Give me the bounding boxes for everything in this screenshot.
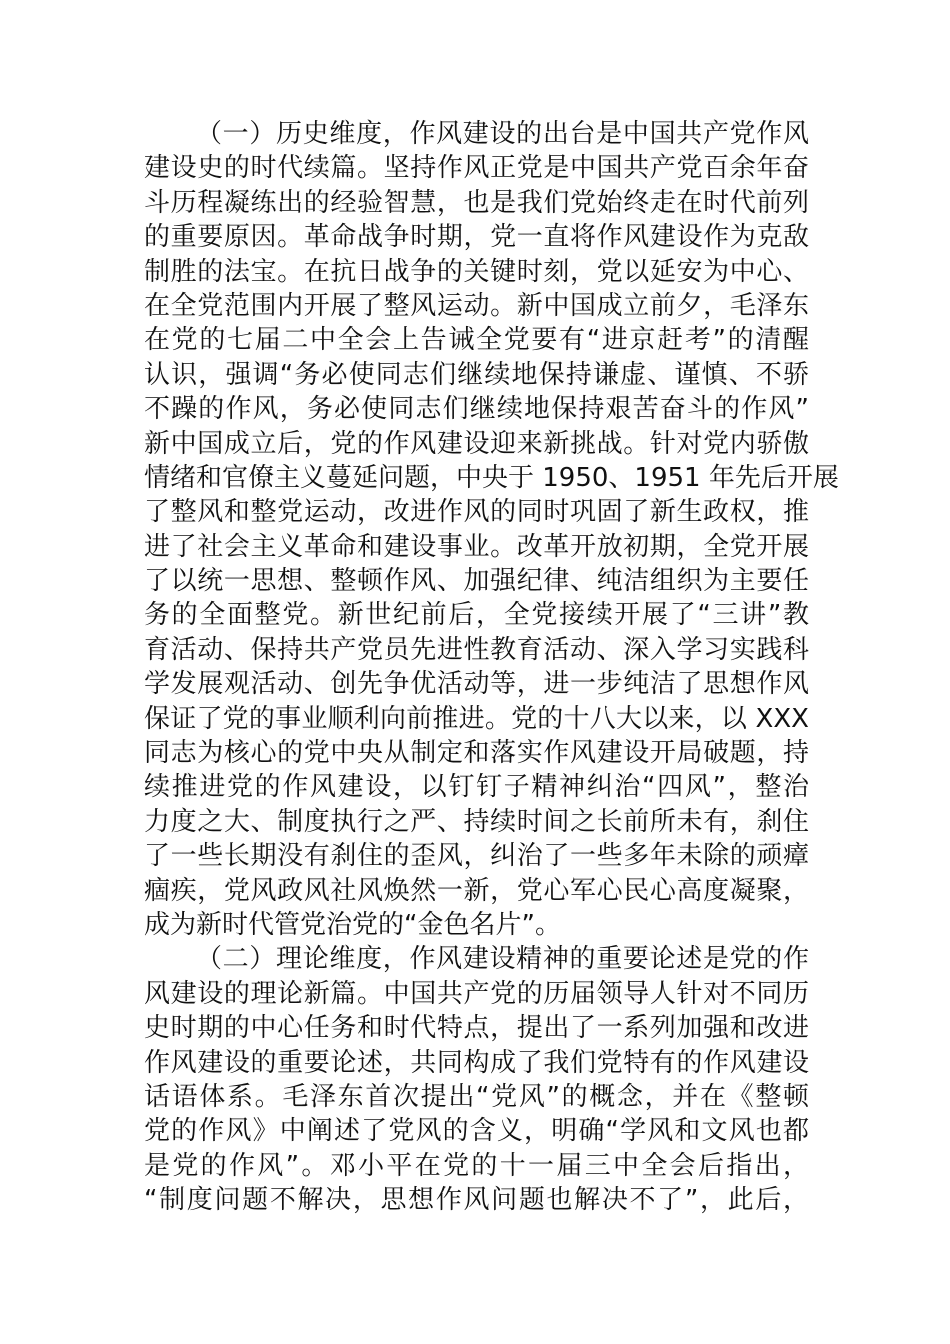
text-line: （一）历史维度，作风建设的出台是中国共产党作风	[196, 119, 809, 149]
text-line: 了一些长期没有刹住的歪风，纠治了一些多年未除的顽瘴	[144, 841, 809, 872]
text-line: 育活动、保持共产党员先进性教育活动、深入学习实践科	[144, 634, 809, 665]
text-line: 斗历程凝练出的经验智慧，也是我们党始终走在时代前列	[144, 187, 809, 218]
text-line: 新中国成立后，党的作风建设迎来新挑战。针对党内骄傲	[144, 428, 809, 459]
text-line: 进了社会主义革命和建设事业。改革开放初期，全党开展	[144, 531, 809, 562]
text-line: 史时期的中心任务和时代特点，提出了一系列加强和改进	[144, 1013, 809, 1044]
text-line: 成为新时代管党治党的“金色名片”。	[144, 909, 561, 940]
text-line: 在党的七届二中全会上告诫全党要有“进京赶考”的清醒	[144, 325, 809, 356]
body-text	[144, 117, 839, 1218]
text-line: 了整风和整党运动，改进作风的同时巩固了新生政权，推	[144, 497, 809, 528]
text-line: 了以统一思想、整顿作风、加强纪律、纯洁组织为主要任	[144, 566, 809, 597]
text-line: 的重要原因。革命战争时期，党一直将作风建设作为克敌	[144, 222, 809, 253]
text-line: 同志为核心的党中央从制定和落实作风建设开局破题，持	[144, 738, 809, 769]
text-line: 在全党范围内开展了整风运动。新中国成立前夕，毛泽东	[144, 290, 809, 321]
text-line: 保证了党的事业顺利向前推进。党的十八大以来，以 XXX	[144, 703, 809, 734]
paragraph-history	[144, 117, 839, 942]
text-line: 制胜的法宝。在抗日战争的关键时刻，党以延安为中心、	[144, 256, 809, 287]
paragraph-theory	[144, 942, 809, 1217]
text-line: 风建设的理论新篇。中国共产党的历届领导人针对不同历	[144, 978, 809, 1009]
text-line: 学发展观活动、创先争优活动等，进一步纯洁了思想作风	[144, 669, 809, 700]
text-line: 务的全面整党。新世纪前后，全党接续开展了“三讲”教	[144, 600, 809, 631]
text-line: （二）理论维度，作风建设精神的重要论述是党的作	[196, 944, 809, 975]
text-line: 续推进党的作风建设，以钉钉子精神纠治“四风”，整治	[144, 772, 809, 803]
text-line: 是党的作风”。邓小平在党的十一届三中全会后指出，	[144, 1150, 809, 1181]
text-line: 认识，强调“务必使同志们继续地保持谦虚、谨慎、不骄	[144, 359, 809, 390]
text-line: 情绪和官僚主义蔓延问题，中央于 1950、1951 年先后开展	[144, 462, 839, 493]
text-line: 不躁的作风，务必使同志们继续地保持艰苦奋斗的作风”	[144, 394, 809, 425]
text-line: 作风建设的重要论述，共同构成了我们党特有的作风建设	[144, 1047, 809, 1078]
text-line: 力度之大、制度执行之严、持续时间之长前所未有，刹住	[144, 806, 809, 837]
text-line: “制度问题不解决，思想作风问题也解决不了”，此后，	[144, 1185, 809, 1216]
text-line: 痼疾，党风政风社风焕然一新，党心军心民心高度凝聚，	[144, 875, 809, 906]
text-line: 话语体系。毛泽东首次提出“党风”的概念，并在《整顿	[144, 1081, 809, 1112]
text-line: 建设史的时代续篇。坚持作风正党是中国共产党百余年奋	[144, 153, 809, 184]
text-line: 党的作风》中阐述了党风的含义，明确“学风和文风也都	[144, 1116, 809, 1147]
